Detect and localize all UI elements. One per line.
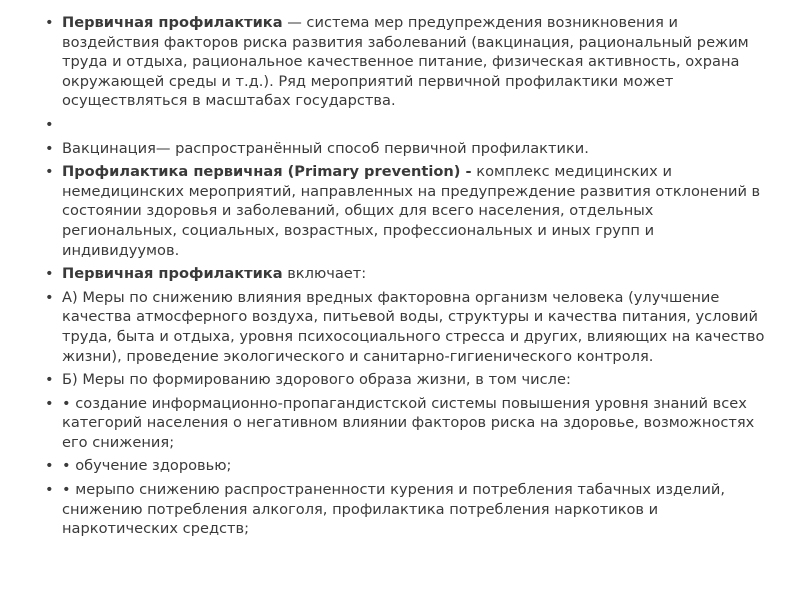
list-item bbox=[45, 264, 770, 284]
list-item-empty bbox=[45, 115, 770, 135]
item-text: комплекс медицинских и немедицинских мероприятий, направленных на предупреждение развития отклонений в состоянии здоровья и заболеваний, общих для всего населения, отдельных региональных, социальных, возрастных, профессиональных и иных групп и индивидуумов. bbox=[62, 163, 761, 259]
item-text: • мерыпо снижению распространенности курения и потребления табачных изделий, снижению потребления алкоголя, профилактика потребления наркотиков и наркотических средств; bbox=[62, 481, 725, 538]
bold-term: Первичная профилактика bbox=[62, 265, 283, 283]
bold-term: Первичная профилактика bbox=[62, 14, 283, 31]
item-text: Б) Меры по формированию здорового образа жизни, в том числе: bbox=[62, 371, 571, 389]
item-text: • создание информационно-пропагандистской системы повышения уровня знаний всех категорий населения о негативном влиянии факторов риска на здоровье, возможностях его снижения; bbox=[62, 394, 755, 451]
list-item bbox=[45, 456, 770, 476]
list-item bbox=[45, 480, 770, 539]
item-text: А) Меры по снижению влияния вредных факторовна организм человека (улучшение качества атмосферного воздуха, питьевой воды, структуры и качества питания, условий труда, быта и отдыха, уровня психосоциального стресса и других, влияющих на качество жизни), проведение экологического и санитарно-гигиенического контроля. bbox=[62, 288, 765, 365]
list-item bbox=[45, 162, 770, 260]
item-text: включает: bbox=[282, 265, 367, 283]
item-text: — система мер предупреждения возникновения и воздействия факторов риска развития заболеваний (вакцинация, рациональный режим труда и отдыха, рациональное качественное питание, физическая активность, охрана окружающей среды и т.д.). Ряд мероприятий первичной профилактики может осуществляться в масштабах государства. bbox=[62, 14, 749, 110]
list-item bbox=[45, 139, 770, 159]
item-text: Вакцинация— распространённый способ первичной профилактики. bbox=[62, 139, 589, 157]
list-item bbox=[45, 13, 770, 111]
list-item bbox=[45, 370, 770, 390]
bullet-list bbox=[45, 13, 770, 539]
bold-term: Профилактика первичная (Primary prevention) - bbox=[62, 163, 472, 181]
list-item bbox=[45, 288, 770, 366]
item-text: • обучение здоровью; bbox=[62, 457, 232, 475]
list-item bbox=[45, 394, 770, 453]
